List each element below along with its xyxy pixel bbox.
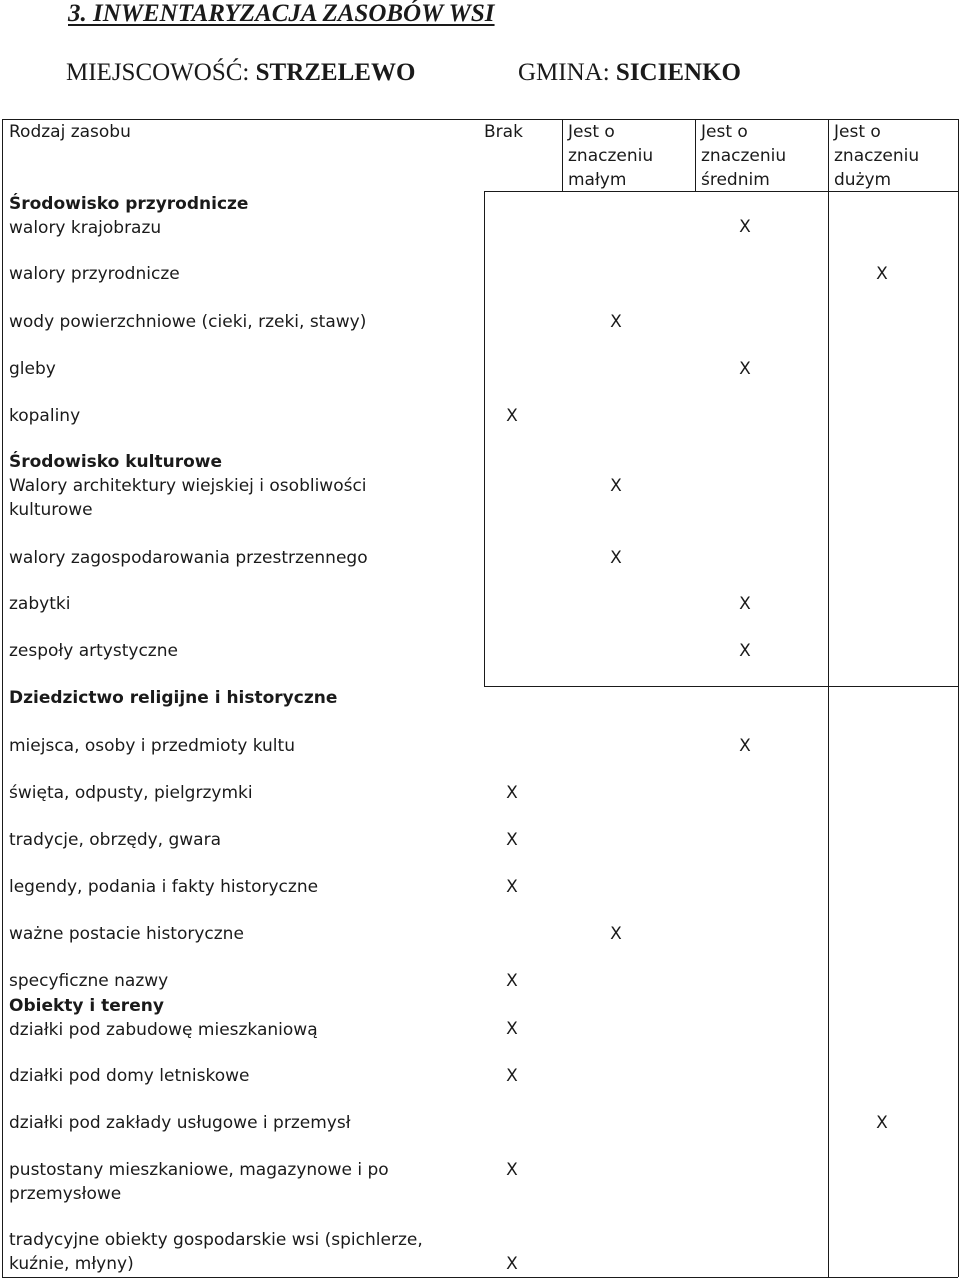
- resource-label: zespoły artystyczne: [9, 641, 178, 661]
- village-label: MIEJSCOWOŚĆ:: [66, 59, 250, 86]
- rating-mark-none: X: [506, 1066, 518, 1086]
- resource-label: walory przyrodnicze: [9, 264, 180, 284]
- rating-mark-small: X: [610, 548, 622, 568]
- column-divider-large: [828, 119, 829, 1277]
- village-value: STRZELEWO: [255, 59, 416, 86]
- rating-mark-small: X: [610, 924, 622, 944]
- rating-mark-medium: X: [739, 217, 751, 237]
- section-heading: Środowisko przyrodnicze: [9, 194, 249, 214]
- resource-label: wody powierzchniowe (cieki, rzeki, stawy): [9, 312, 367, 332]
- resource-label: gleby: [9, 359, 56, 379]
- rating-mark-none: X: [506, 1019, 518, 1039]
- rating-mark-medium: X: [739, 359, 751, 379]
- table-top-border: [2, 119, 958, 120]
- header-medium: Jest o znaczeniu średnim: [701, 122, 787, 190]
- resource-label: zabytki: [9, 594, 71, 614]
- rating-mark-medium: X: [739, 594, 751, 614]
- header-large: Jest o znaczeniu dużym: [834, 122, 920, 190]
- resource-label: ważne postacie historyczne: [9, 924, 244, 944]
- rating-mark-none: X: [506, 1254, 518, 1274]
- header-none: Brak: [484, 122, 523, 142]
- rating-mark-medium: X: [739, 641, 751, 661]
- rating-mark-none: X: [506, 1160, 518, 1180]
- resource-label: działki pod zakłady usługowe i przemysł: [9, 1113, 351, 1133]
- rating-mark-none: X: [506, 877, 518, 897]
- rating-mark-large: X: [876, 264, 888, 284]
- header-small: Jest o znaczeniu małym: [568, 122, 654, 190]
- resource-label: działki pod domy letniskowe: [9, 1066, 250, 1086]
- header-bottom-border: [484, 191, 958, 192]
- section-heading: Obiekty i tereny: [9, 996, 164, 1016]
- table-bottom-border: [2, 1277, 958, 1278]
- column-divider-small-header: [562, 119, 563, 191]
- resource-label: legendy, podania i fakty historyczne: [9, 877, 319, 897]
- rating-mark-none: X: [506, 971, 518, 991]
- resource-label: Walory architektury wiejskiej i osobliwości kulturowe: [9, 476, 367, 520]
- resource-label: tradycyjne obiekty gospodarskie wsi (spichlerze, kuźnie, młyny): [9, 1230, 423, 1274]
- table-right-border: [958, 119, 959, 1277]
- resource-label: walory krajobrazu: [9, 218, 162, 238]
- rating-mark-none: X: [506, 830, 518, 850]
- column-divider-none-upper: [484, 191, 485, 686]
- resource-label: miejsca, osoby i przedmioty kultu: [9, 736, 295, 756]
- resource-label: święta, odpusty, pielgrzymki: [9, 783, 253, 803]
- column-divider-medium-header: [695, 119, 696, 191]
- resource-label: kopaliny: [9, 406, 81, 426]
- resource-label: specyficzne nazwy: [9, 971, 169, 991]
- resource-label: walory zagospodarowania przestrzennego: [9, 548, 368, 568]
- rating-mark-medium: X: [739, 736, 751, 756]
- resource-label: pustostany mieszkaniowe, magazynowe i po przemysłowe: [9, 1160, 389, 1204]
- section-divider: [484, 686, 958, 687]
- rating-mark-none: X: [506, 406, 518, 426]
- rating-mark-none: X: [506, 783, 518, 803]
- rating-mark-small: X: [610, 312, 622, 332]
- rating-mark-large: X: [876, 1113, 888, 1133]
- header-resource-type: Rodzaj zasobu: [9, 122, 131, 142]
- document-title: 3. INWENTARYZACJA ZASOBÓW WSI: [68, 0, 495, 27]
- section-heading: Środowisko kulturowe: [9, 452, 223, 472]
- section-heading: Dziedzictwo religijne i historyczne: [9, 688, 338, 708]
- table-left-border: [2, 119, 3, 1277]
- gmina-value: SICIENKO: [615, 59, 741, 86]
- gmina-label: GMINA:: [518, 59, 610, 86]
- rating-mark-small: X: [610, 476, 622, 496]
- resource-label: tradycje, obrzędy, gwara: [9, 830, 222, 850]
- resource-label: działki pod zabudowę mieszkaniową: [9, 1020, 318, 1040]
